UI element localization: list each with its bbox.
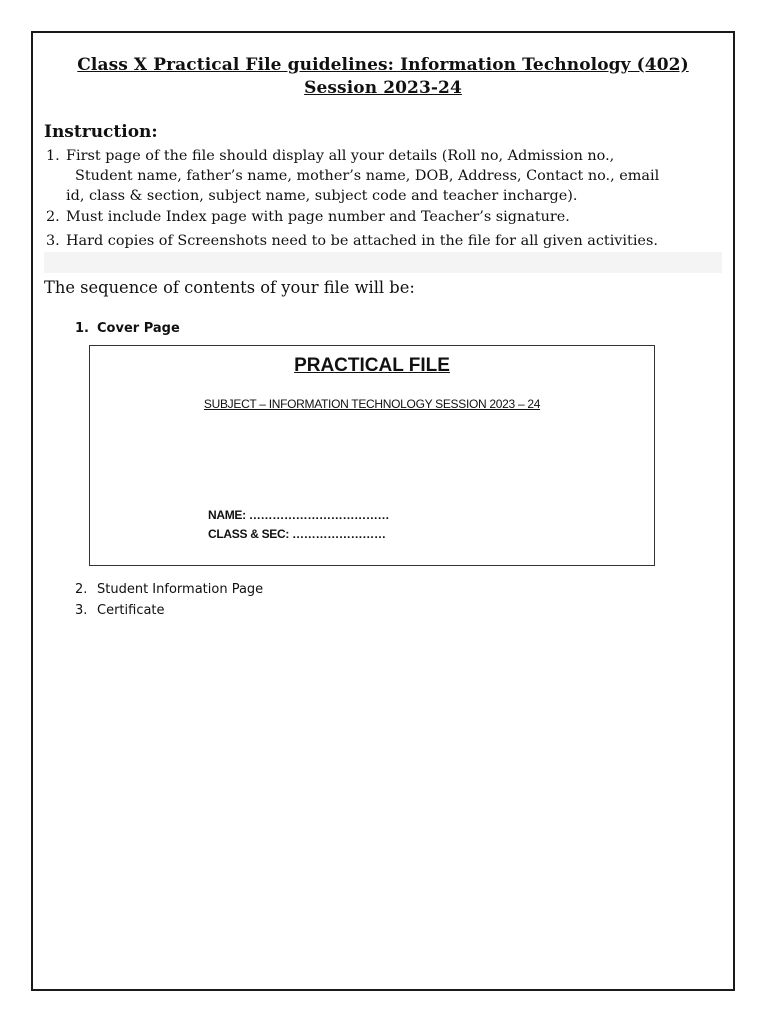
page-title: Class X Practical File guidelines: Information Technology (402) bbox=[77, 55, 689, 75]
list-number: 3. bbox=[75, 603, 88, 618]
instruction-item-1 bbox=[46, 146, 726, 206]
session-title: Session 2023-24 bbox=[304, 78, 462, 98]
instruction-number: 2. bbox=[46, 209, 60, 225]
cover-name-field: NAME: ……………………………… bbox=[208, 508, 390, 522]
instruction-text: First page of the file should display all your details (Roll no, Admission no., bbox=[66, 148, 615, 164]
list-label: Certificate bbox=[97, 603, 165, 618]
sequence-intro: The sequence of contents of your file will be: bbox=[44, 278, 415, 297]
contents-item-student-info bbox=[75, 582, 263, 597]
cover-page-sample bbox=[89, 345, 655, 566]
instruction-text: Hard copies of Screenshots need to be attached in the file for all given activities. bbox=[66, 233, 658, 249]
cover-subtitle: SUBJECT – INFORMATION TECHNOLOGY SESSION 2023 – 24 bbox=[203, 397, 541, 411]
list-number: 2. bbox=[75, 582, 88, 597]
instruction-heading: Instruction: bbox=[44, 122, 158, 142]
cover-title: PRACTICAL FILE bbox=[294, 355, 450, 376]
instruction-item-3 bbox=[46, 231, 726, 251]
instruction-text: Student name, father’s name, mother’s name, DOB, Address, Contact no., email bbox=[75, 168, 660, 184]
instruction-number: 1. bbox=[46, 148, 60, 164]
list-label: Cover Page bbox=[97, 321, 180, 336]
instruction-number: 3. bbox=[46, 233, 60, 249]
list-number: 1. bbox=[75, 321, 89, 336]
contents-item-certificate bbox=[75, 603, 165, 618]
cover-class-field: CLASS & SEC: …………………… bbox=[208, 527, 386, 541]
contents-item-cover-page bbox=[75, 321, 180, 336]
shaded-band bbox=[44, 252, 722, 273]
list-label: Student Information Page bbox=[97, 582, 264, 597]
instruction-text: Must include Index page with page number and Teacher’s signature. bbox=[66, 209, 570, 225]
instruction-item-2 bbox=[46, 207, 726, 227]
instruction-text: id, class & section, subject name, subject code and teacher incharge). bbox=[66, 188, 578, 204]
